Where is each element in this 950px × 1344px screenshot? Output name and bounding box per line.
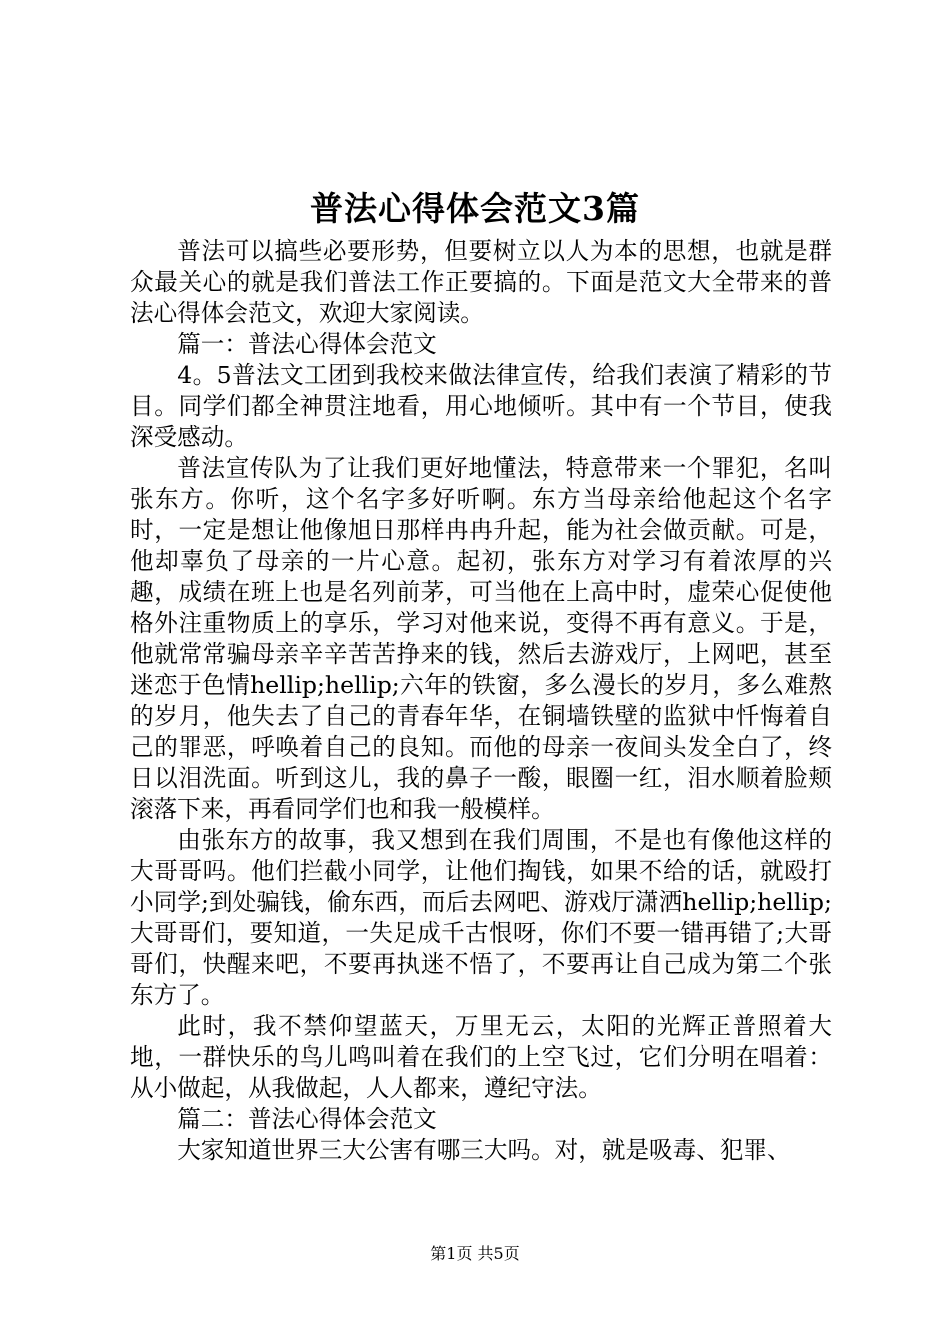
- paragraph: 4。5普法文工团到我校来做法律宣传，给我们表演了精彩的节目。同学们都全神贯注地看，用心地倾听。其中有一个节目，使我深受感动。: [130, 361, 832, 451]
- paragraph: 由张东方的故事，我又想到在我们周围，不是也有像他这样的大哥哥吗。他们拦截小同学，让他们掏钱，如果不给的话，就殴打小同学;到处骗钱，偷东西，而后去网吧、游戏厅潇洒hellip;hellip;大哥哥们，要知道，一失足成千古恨呀，你们不要一错再错了;大哥哥们，快醒来吧，不要再执迷不悟了，不要再让自己成为第二个张东方了。: [130, 826, 832, 1009]
- paragraph: 普法宣传队为了让我们更好地懂法，特意带来一个罪犯，名叫张东方。你听，这个名字多好听啊。东方当母亲给他起这个名字时，一定是想让他像旭日那样冉冉升起，能为社会做贡献。可是，他却辜负了母亲的一片心意。起初，张东方对学习有着浓厚的兴趣，成绩在班上也是名列前茅，可当他在上高中时，虚荣心促使他格外注重物质上的享乐，学习对他来说，变得不再有意义。于是，他就常常骗母亲辛辛苦苦挣来的钱，然后去游戏厅，上网吧，甚至迷恋于色情hellip;hellip;六年的铁窗，多么漫长的岁月，多么难熬的岁月，他失去了自己的青春年华，在铜墙铁壁的监狱中忏悔着自己的罪恶，呼唤着自己的良知。而他的母亲一夜间头发全白了，终日以泪洗面。听到这儿，我的鼻子一酸，眼圈一红，泪水顺着脸颊滚落下来，再看同学们也和我一般模样。: [130, 454, 832, 823]
- paragraph: 此时，我不禁仰望蓝天，万里无云，太阳的光辉正普照着大地，一群快乐的鸟儿鸣叫着在我们的上空飞过，它们分明在唱着：从小做起，从我做起，人人都来，遵纪守法。: [130, 1012, 832, 1102]
- section-heading-2: 篇二：普法心得体会范文: [177, 1105, 437, 1133]
- page-number-footer: 第1页 共5页: [430, 1244, 520, 1263]
- paragraph: 大家知道世界三大公害有哪三大吗。对，就是吸毒、犯罪、: [177, 1136, 791, 1164]
- document-body: [130, 236, 832, 1166]
- document-title: 普法心得体会范文3篇: [310, 189, 640, 228]
- paragraph-intro: 普法可以搞些必要形势，但要树立以人为本的思想，也就是群众最关心的就是我们普法工作正要搞的。下面是范文大全带来的普法心得体会范文，欢迎大家阅读。: [130, 237, 832, 327]
- section-heading-1: 篇一：普法心得体会范文: [177, 330, 437, 358]
